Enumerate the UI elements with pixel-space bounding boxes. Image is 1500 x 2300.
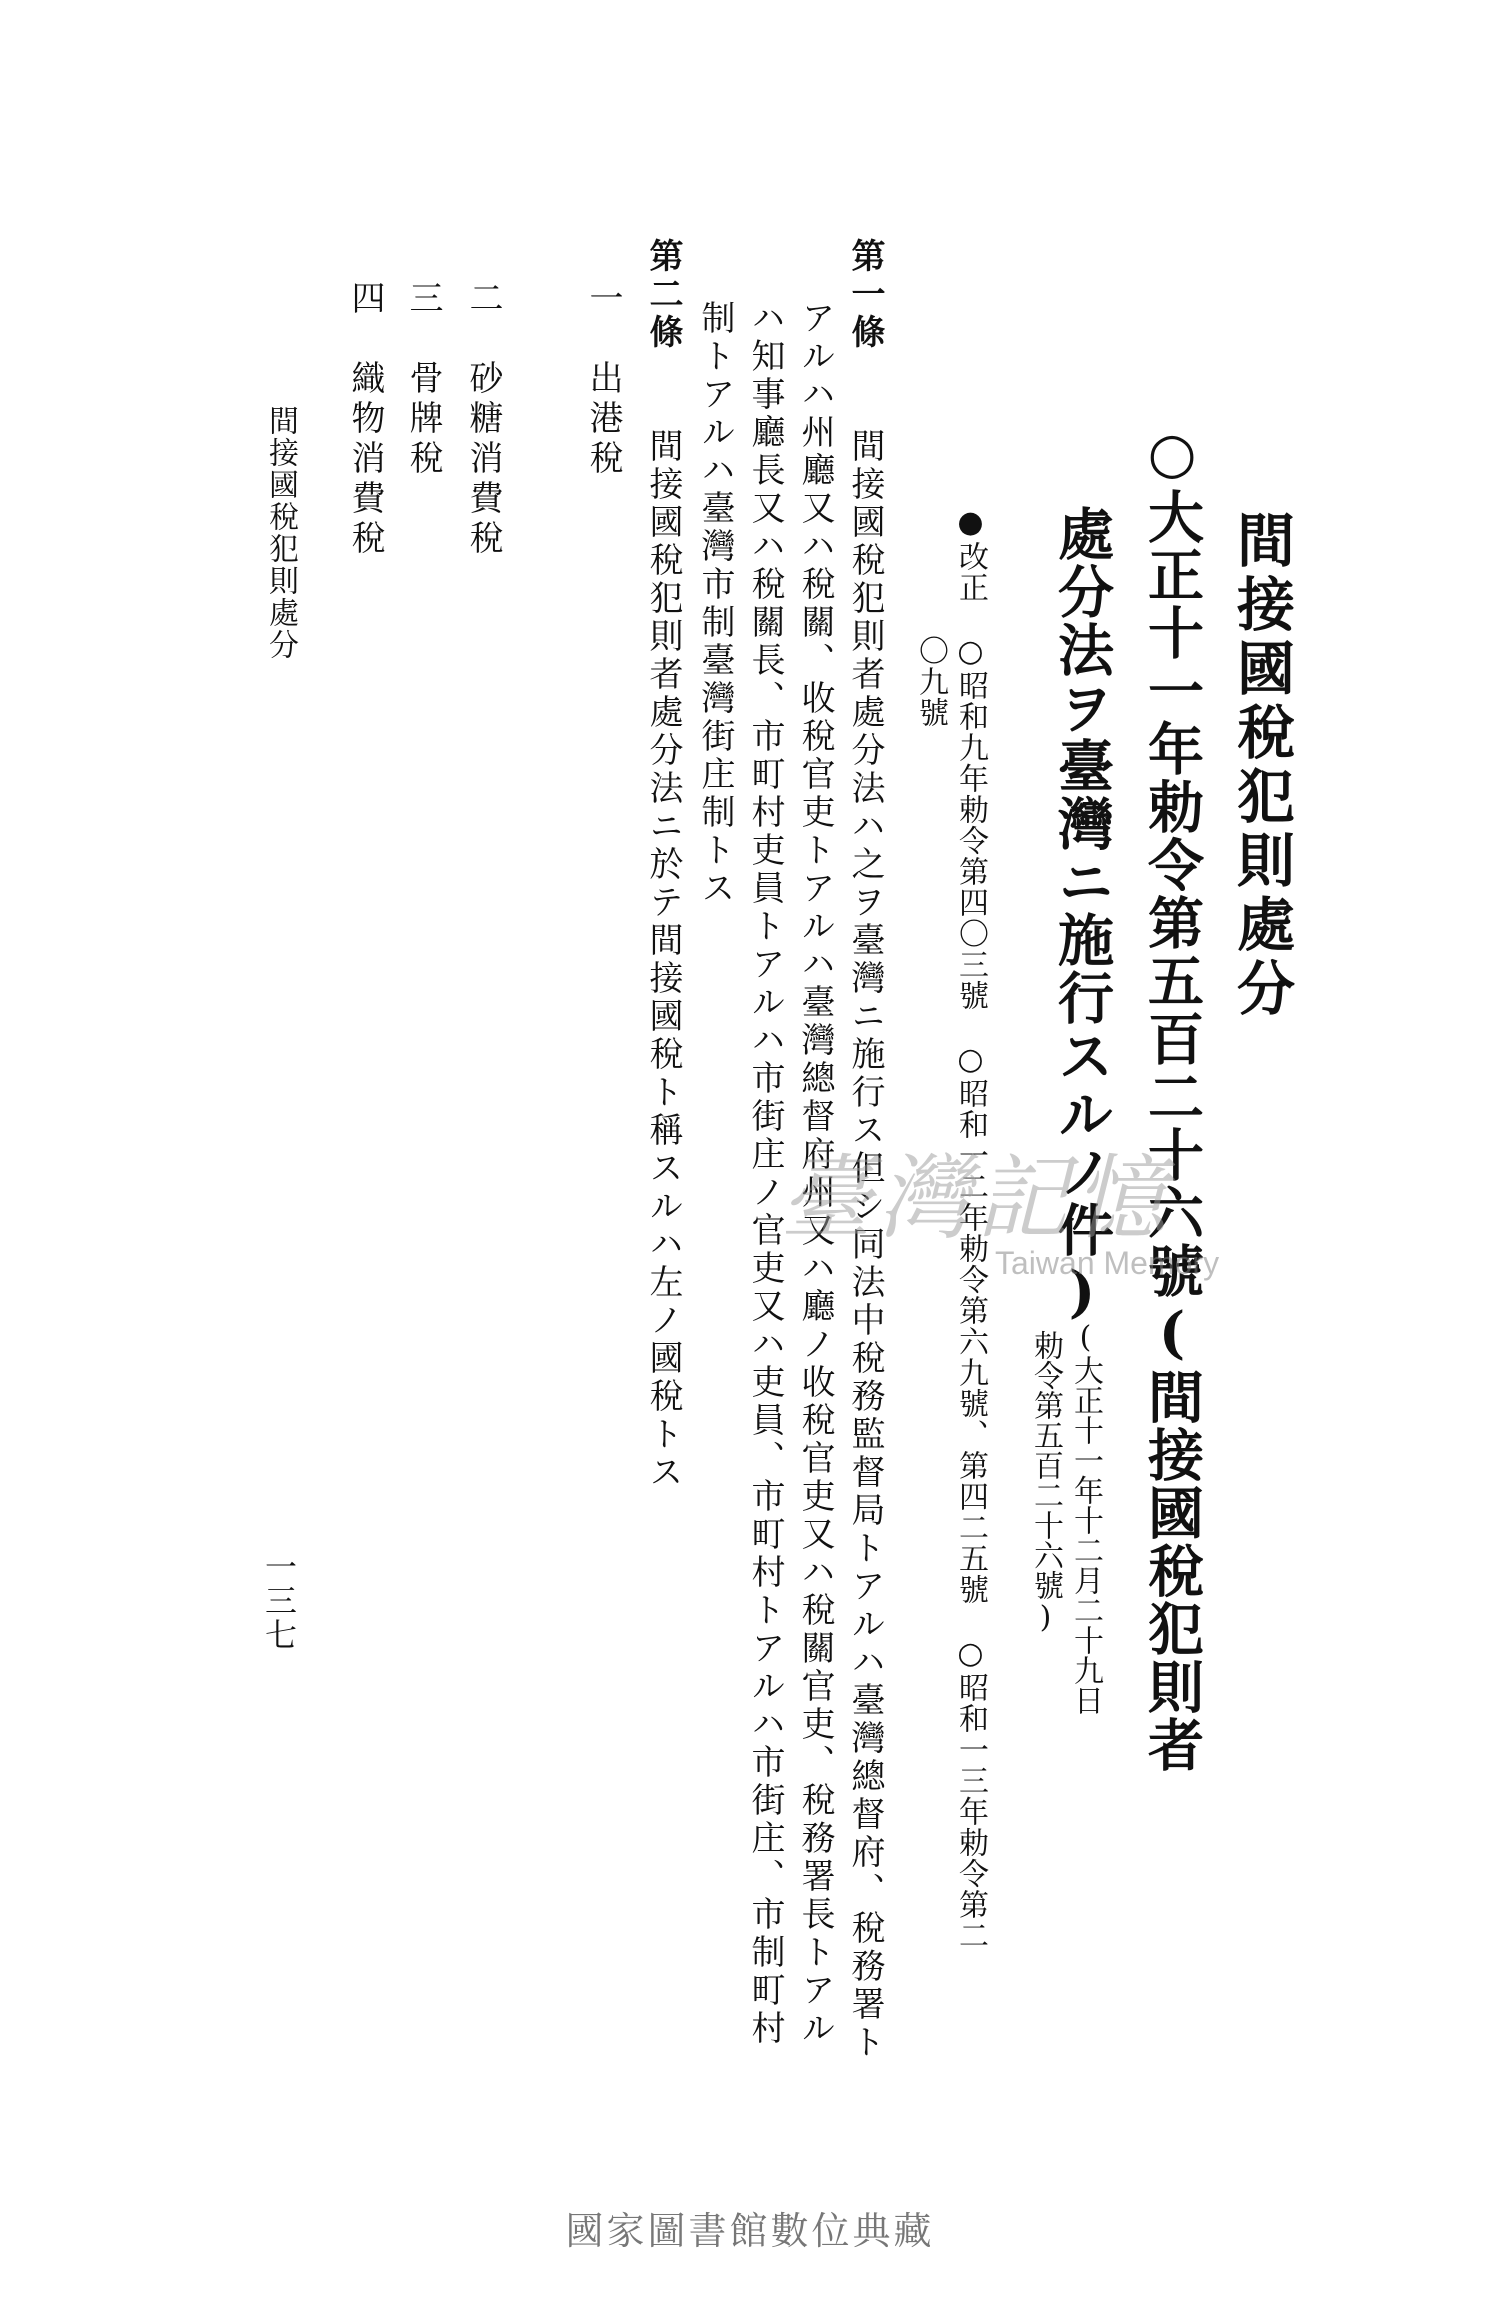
law-title-number: ○大正十一年勅令第五百二十六號: [1139, 420, 1205, 1300]
watermark-logo: [780, 1125, 1240, 1335]
article-2-text-1: 間接國稅犯則者處分法ニ於テ間接國稅ト稱スルハ左ノ國稅トス: [643, 428, 683, 1492]
law-title-line-1: [1139, 420, 1205, 1774]
watermark-english: Taiwan Memory: [995, 1245, 1220, 1281]
date-note-line-2: 勅令第五百二十六號): [1028, 1330, 1063, 1635]
list-item-number: 四: [345, 280, 385, 320]
article-1-line-2: アルハ州廳又ハ稅關、收稅官吏トアルハ臺灣總督府州又ハ廳ノ收稅官吏又ハ稅關官吏、稅務署長トアル: [795, 300, 835, 2048]
article-1-line-4: 制トアルハ臺灣市制臺灣街庄制トス: [695, 300, 735, 908]
article-2-line-1: [643, 238, 683, 1492]
list-item: [403, 280, 443, 480]
list-item-label: 骨牌稅: [403, 360, 443, 480]
article-1-line-3: ハ知事廳長又ハ稅關長、市町村吏員トアルハ市街庄ノ官吏又ハ吏員、市町村トアルハ市街庄、市制町村: [745, 300, 785, 2048]
list-item-label: 織物消費稅: [345, 360, 385, 560]
article-1-text-1: 間接國稅犯則者處分法ハ之ヲ臺灣ニ施行ス但シ同法中稅務監督局トアルハ臺灣總督府、稅務署ト: [845, 428, 885, 2062]
list-item: [463, 280, 503, 560]
article-2-heading: 第二條: [643, 238, 683, 352]
list-item-number: 二: [463, 280, 503, 320]
page-number: 一三七: [260, 1550, 298, 1652]
article-1-heading: 第一條: [845, 238, 885, 352]
list-item-label: 砂糖消費稅: [463, 360, 503, 560]
date-note-line-1: (大正十一年十二月二十九日: [1068, 1320, 1103, 1715]
amendment-note-line-2: 〇九號: [913, 635, 948, 728]
law-title-line-2: 處分法ヲ臺灣ニ施行スルノ件): [1049, 505, 1115, 1327]
list-item-number: 一: [583, 280, 623, 320]
running-title: 間接國稅犯則處分: [263, 405, 298, 661]
list-item-label: 出港稅: [583, 360, 623, 480]
watermark-chars: 臺灣記憶: [780, 1145, 1173, 1252]
list-item: [345, 280, 385, 560]
list-item: [583, 280, 623, 480]
law-title-paren: (間接國稅犯則者: [1139, 1300, 1205, 1774]
amendment-note-line-1: ●改正 ○昭和九年勅令第四〇三號 ○昭和一二年勅令第六九號、第四二五號 ○昭和一三年勅令第二: [953, 505, 988, 1951]
list-item-number: 三: [403, 280, 443, 320]
page-title: 間接國稅犯則處分: [1227, 510, 1295, 1022]
footer-credit: 國家圖書館數位典藏: [565, 2209, 935, 2253]
